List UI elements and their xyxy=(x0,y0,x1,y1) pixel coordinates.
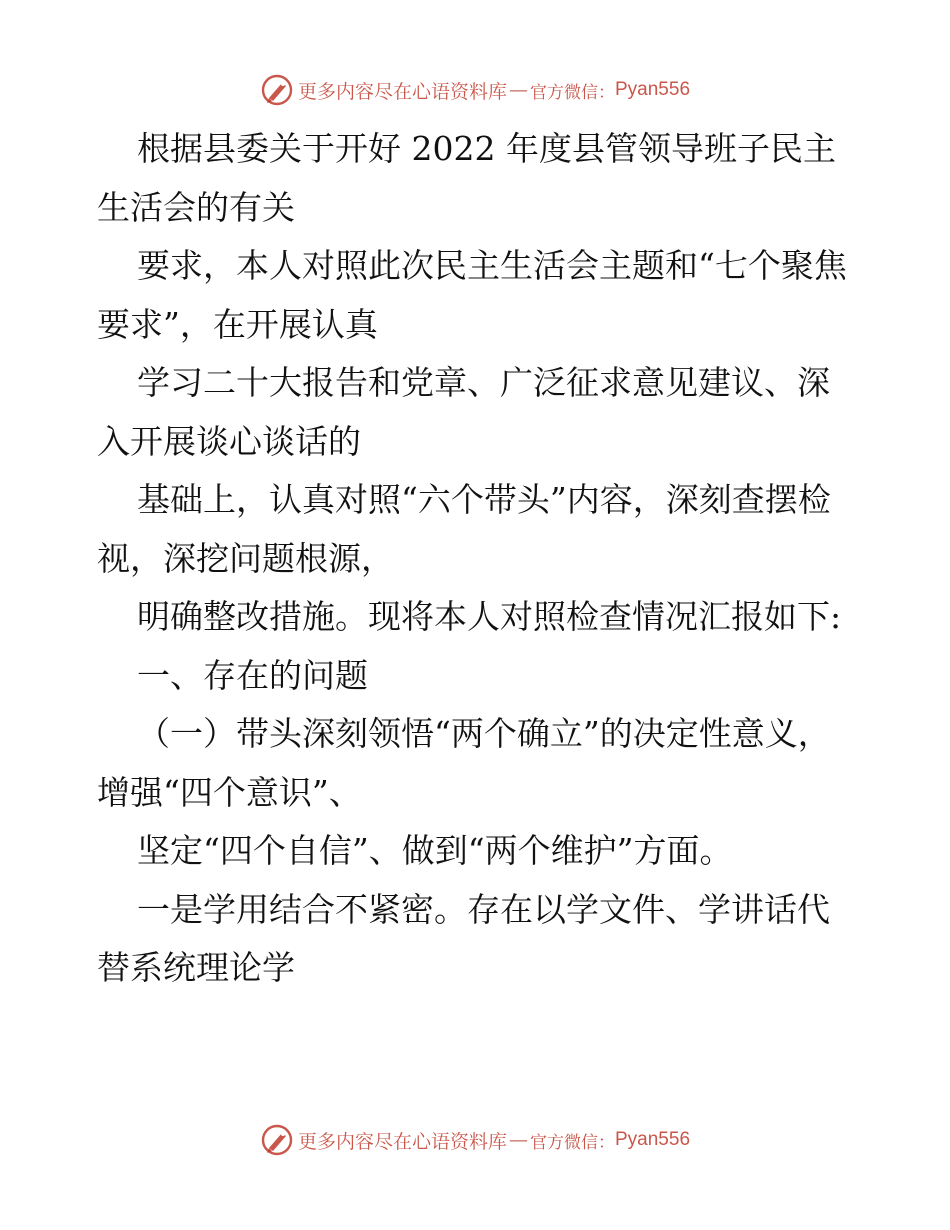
pen-logo-icon xyxy=(260,1123,294,1157)
watermark-wechat-id: Pyan556 xyxy=(615,1129,691,1150)
watermark-label: 官方微信： xyxy=(530,82,615,103)
paragraph-6: （一）带头深刻领悟“两个确立”的决定性意义，增强“四个意识”、 xyxy=(97,714,831,812)
watermark-label: 官方微信： xyxy=(530,1132,615,1153)
document-body xyxy=(97,120,857,998)
watermark-text: 更多内容尽在心语资料库 xyxy=(297,80,507,103)
paragraph-1: 根据县委关于开好 2022 年度县管领导班子民主生活会的有关 xyxy=(97,129,836,227)
footer-watermark xyxy=(0,1120,950,1160)
header-watermark xyxy=(0,70,950,110)
paragraph-2: 要求，本人对照此次民主生活会主题和“七个聚焦要求”，在开展认真 xyxy=(97,246,847,344)
watermark-wechat-id: Pyan556 xyxy=(615,79,691,100)
section-heading: 一、存在的问题 xyxy=(137,655,368,695)
watermark-separator: — xyxy=(509,79,528,101)
paragraph-8: 一是学用结合不紧密。存在以学文件、学讲话代替系统理论学 xyxy=(97,889,830,987)
pen-logo-icon xyxy=(260,73,294,107)
paragraph-7: 坚定“四个自信”、做到“两个维护”方面。 xyxy=(137,831,733,870)
watermark-separator: — xyxy=(509,1129,528,1151)
paragraph-5: 明确整改措施。现将本人对照检查情况汇报如下: xyxy=(137,597,842,636)
paragraph-4: 基础上，认真对照“六个带头”内容，深刻查摆检视，深挖问题根源， xyxy=(97,480,831,578)
watermark-text: 更多内容尽在心语资料库 xyxy=(297,1130,507,1153)
paragraph-3: 学习二十大报告和党章、广泛征求意见建议、深入开展谈心谈话的 xyxy=(97,363,830,461)
